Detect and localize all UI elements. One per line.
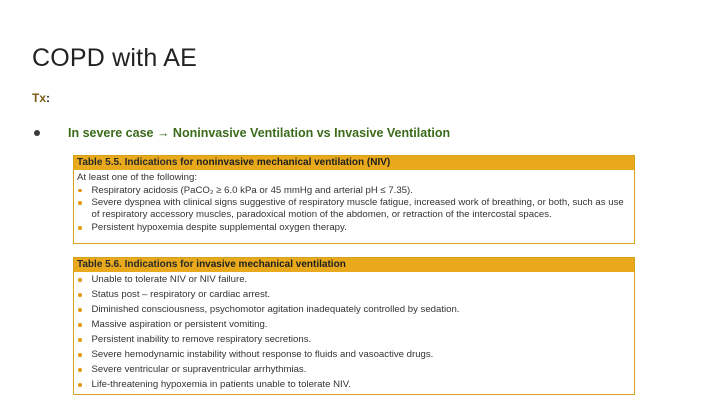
list-item-text: Severe ventricular or supraventricular arrhythmias. bbox=[91, 364, 307, 376]
tx-label-text: Tx bbox=[32, 91, 47, 105]
list-item bbox=[77, 334, 631, 346]
bullet-dot-icon bbox=[78, 368, 82, 372]
list-item-text: Status post – respiratory or cardiac arrest. bbox=[91, 289, 271, 301]
table-invasive-caption-prefix: Table 5.6. Indications for bbox=[77, 259, 197, 270]
table-niv-caption bbox=[74, 156, 634, 170]
table-invasive-caption-strong: invasive mechanical ventilation bbox=[196, 259, 346, 270]
list-item-text: Respiratory acidosis (PaCO₂ ≥ 6.0 kPa or 45 mmHg and arterial pH ≤ 7.35). bbox=[91, 184, 413, 196]
list-item-text: Life-threatening hypoxemia in patients unable to tolerate NIV. bbox=[91, 379, 351, 391]
list-item-text: Severe dyspnea with clinical signs suggestive of respiratory muscle fatigue, increased work of breathing, or both, such as use of respiratory accessory muscles, paradoxical motion of the abdomen, or retraction of the intercostal spaces. bbox=[91, 197, 624, 221]
bullet-dot-icon bbox=[78, 201, 82, 205]
table-invasive bbox=[73, 257, 635, 395]
table-niv-caption-prefix: Table 5.5. Indications for bbox=[77, 157, 197, 168]
bullet-dot-icon bbox=[78, 353, 82, 357]
table-niv bbox=[73, 155, 635, 244]
list-item bbox=[77, 319, 631, 331]
list-item-text: Unable to tolerate NIV or NIV failure. bbox=[91, 274, 248, 285]
list-item bbox=[77, 304, 631, 316]
bullet-dot-icon bbox=[34, 130, 40, 136]
bullet-dot-icon bbox=[78, 383, 82, 387]
list-item bbox=[77, 349, 631, 361]
bullet-text: In severe case → Noninvasive Ventilation vs Invasive Ventilation bbox=[68, 126, 451, 140]
list-item bbox=[77, 222, 631, 234]
tx-colon: : bbox=[46, 91, 51, 105]
list-item bbox=[77, 379, 631, 391]
bullet-dot-icon bbox=[78, 338, 82, 342]
table-invasive-caption bbox=[74, 258, 634, 272]
list-item bbox=[77, 289, 631, 301]
slide-title: COPD with AE bbox=[32, 44, 197, 72]
bullet-dot-icon bbox=[78, 278, 82, 282]
bullet-dot-icon bbox=[78, 323, 82, 327]
list-item bbox=[77, 197, 631, 220]
list-item-text: Persistent inability to remove respiratory secretions. bbox=[91, 334, 312, 346]
table-niv-intro: At least one of the following: bbox=[77, 172, 197, 183]
table-invasive-body bbox=[74, 272, 634, 391]
list-item bbox=[77, 274, 631, 286]
bullet-item bbox=[32, 126, 450, 140]
bullet-dot-icon bbox=[78, 308, 82, 312]
bullet-dot-icon bbox=[78, 226, 82, 230]
table-niv-caption-strong: noninvasive mechanical ventilation (NIV) bbox=[196, 157, 391, 168]
list-item-text: Massive aspiration or persistent vomiting. bbox=[91, 319, 268, 331]
list-item bbox=[77, 185, 631, 197]
bullet-dot-icon bbox=[78, 293, 82, 297]
list-item-text: Diminished consciousness, psychomotor agitation inadequately controlled by sedation. bbox=[91, 304, 460, 316]
tx-label bbox=[32, 91, 50, 105]
table-niv-body bbox=[74, 170, 634, 234]
list-item bbox=[77, 364, 631, 376]
bullet-dot-icon bbox=[78, 189, 82, 193]
list-item-text: Persistent hypoxemia despite supplemental oxygen therapy. bbox=[91, 222, 347, 234]
list-item-text: Severe hemodynamic instability without response to fluids and vasoactive drugs. bbox=[91, 349, 434, 361]
